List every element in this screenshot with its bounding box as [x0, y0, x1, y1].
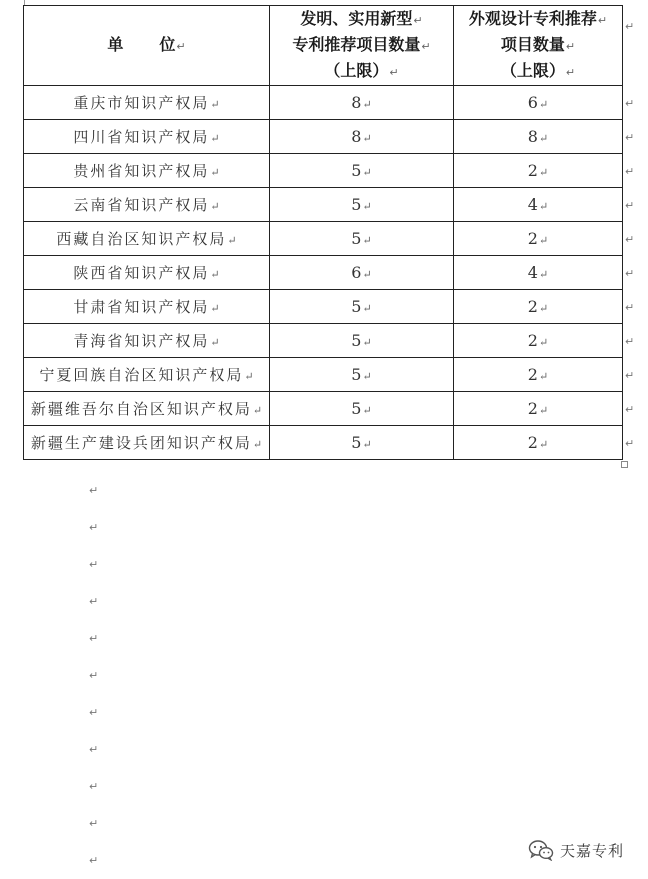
paragraph-mark: ↵ — [210, 132, 220, 145]
header-invention-line-3: （上限） — [324, 60, 389, 80]
paragraph-mark: ↵ — [538, 234, 549, 247]
paragraph-mark: ↵ — [176, 39, 186, 53]
paragraph-mark: ↵ — [362, 336, 372, 349]
empty-paragraph-mark: ↵ — [89, 817, 99, 830]
cell-invention-quota-text: 5 — [351, 433, 362, 452]
empty-paragraph-mark: ↵ — [89, 632, 99, 645]
table-row — [24, 358, 623, 392]
header-unit — [24, 6, 270, 86]
cell-invention-quota-text: 6 — [351, 263, 362, 282]
cell-unit — [24, 188, 270, 222]
cell-design-quota — [454, 188, 623, 222]
cell-unit — [24, 154, 270, 188]
paragraph-mark: ↵ — [538, 438, 549, 451]
cell-design-quota — [454, 222, 623, 256]
paragraph-mark: ↵ — [210, 166, 220, 179]
paragraph-mark: ↵ — [244, 370, 254, 383]
cell-design-quota-text: 4 — [527, 195, 538, 214]
cell-design-quota — [454, 392, 623, 426]
cell-design-quota — [454, 154, 623, 188]
cell-design-quota-text: 2 — [527, 229, 538, 248]
cell-unit-text: 贵州省知识产权局 — [73, 162, 210, 180]
row-end-mark: ↵ — [625, 403, 635, 416]
cell-design-quota — [454, 426, 623, 460]
paragraph-mark: ↵ — [362, 404, 372, 417]
cell-design-quota — [454, 324, 623, 358]
paragraph-mark: ↵ — [362, 200, 372, 213]
paragraph-mark: ↵ — [538, 370, 549, 383]
cell-invention-quota — [270, 154, 454, 188]
paragraph-mark: ↵ — [362, 438, 372, 451]
paragraph-mark: ↵ — [252, 438, 263, 451]
empty-paragraph-mark: ↵ — [89, 854, 99, 867]
cell-invention-quota-text: 5 — [351, 399, 362, 418]
paragraph-mark: ↵ — [210, 268, 220, 281]
cell-unit-text: 新疆生产建设兵团知识产权局 — [30, 434, 252, 452]
cell-design-quota-text: 4 — [527, 263, 538, 282]
cell-unit — [24, 256, 270, 290]
cell-unit-text: 陕西省知识产权局 — [73, 264, 210, 282]
table-row — [24, 290, 623, 324]
table-row — [24, 256, 623, 290]
cell-unit-text: 新疆维吾尔自治区知识产权局 — [30, 400, 252, 418]
cell-design-quota-text: 2 — [527, 365, 538, 384]
paragraph-mark: ↵ — [210, 200, 220, 213]
paragraph-mark: ↵ — [538, 336, 549, 349]
wechat-icon — [528, 839, 554, 861]
empty-paragraph-mark: ↵ — [89, 595, 99, 608]
table-row — [24, 188, 623, 222]
paragraph-mark: ↵ — [362, 234, 372, 247]
paragraph-mark: ↵ — [227, 234, 237, 247]
cell-unit — [24, 358, 270, 392]
cell-invention-quota-text: 5 — [351, 229, 362, 248]
table-row — [24, 426, 623, 460]
cell-invention-quota-text: 5 — [351, 331, 362, 350]
paragraph-mark: ↵ — [565, 65, 576, 79]
cell-invention-quota — [270, 222, 454, 256]
row-end-mark: ↵ — [625, 335, 635, 348]
table-row — [24, 86, 623, 120]
header-design-line-1: 外观设计专利推荐 — [468, 8, 597, 28]
empty-paragraph-mark: ↵ — [89, 669, 99, 682]
cell-design-quota — [454, 86, 623, 120]
paragraph-mark: ↵ — [538, 98, 549, 111]
header-unit-char-2: 位 — [159, 34, 176, 54]
cell-invention-quota-text: 5 — [351, 297, 362, 316]
paragraph-mark: ↵ — [597, 13, 608, 27]
cell-invention-quota — [270, 188, 454, 222]
header-invention-line-2: 专利推荐项目数量 — [292, 34, 421, 54]
paragraph-mark: ↵ — [538, 404, 549, 417]
cell-invention-quota — [270, 120, 454, 154]
cell-design-quota-text: 8 — [527, 127, 538, 146]
empty-paragraph-mark: ↵ — [89, 706, 99, 719]
paragraph-mark: ↵ — [210, 302, 220, 315]
table-resize-handle[interactable] — [621, 461, 628, 468]
paragraph-mark: ↵ — [210, 336, 220, 349]
cell-invention-quota-text: 8 — [351, 127, 362, 146]
header-invention-line-1: 发明、实用新型 — [300, 8, 413, 28]
cell-invention-quota — [270, 426, 454, 460]
paragraph-mark: ↵ — [538, 166, 549, 179]
paragraph-mark: ↵ — [210, 98, 220, 111]
row-end-mark: ↵ — [625, 97, 635, 110]
header-design-line-3: （上限） — [500, 60, 565, 80]
paragraph-mark: ↵ — [565, 39, 576, 53]
cell-design-quota-text: 2 — [527, 161, 538, 180]
row-end-mark: ↵ — [625, 301, 635, 314]
row-end-mark: ↵ — [625, 20, 635, 33]
table-row — [24, 392, 623, 426]
row-end-mark: ↵ — [625, 131, 635, 144]
header-design-line-2: 项目数量 — [500, 34, 565, 54]
empty-paragraph-mark: ↵ — [89, 780, 99, 793]
cell-invention-quota — [270, 392, 454, 426]
cell-invention-quota-text: 8 — [351, 93, 362, 112]
paragraph-mark: ↵ — [362, 98, 372, 111]
cell-unit — [24, 222, 270, 256]
paragraph-mark: ↵ — [362, 370, 372, 383]
paragraph-mark: ↵ — [538, 268, 549, 281]
cell-unit — [24, 290, 270, 324]
table-row — [24, 154, 623, 188]
cell-unit — [24, 426, 270, 460]
table-row — [24, 120, 623, 154]
cell-design-quota-text: 2 — [527, 297, 538, 316]
cell-unit — [24, 120, 270, 154]
cell-unit-text: 宁夏回族自治区知识产权局 — [39, 366, 244, 384]
row-end-mark: ↵ — [625, 165, 635, 178]
cell-unit-text: 西藏自治区知识产权局 — [56, 230, 227, 248]
empty-paragraph-mark: ↵ — [89, 521, 99, 534]
header-design — [454, 6, 623, 86]
cell-unit-text: 甘肃省知识产权局 — [73, 298, 210, 316]
cell-design-quota — [454, 256, 623, 290]
watermark — [528, 838, 624, 862]
empty-paragraph-mark: ↵ — [89, 558, 99, 571]
cell-unit — [24, 392, 270, 426]
cell-invention-quota-text: 5 — [351, 195, 362, 214]
paragraph-mark: ↵ — [362, 166, 372, 179]
cell-design-quota-text: 2 — [527, 399, 538, 418]
paragraph-mark: ↵ — [252, 404, 263, 417]
paragraph-mark: ↵ — [538, 200, 549, 213]
cell-design-quota — [454, 358, 623, 392]
table-row — [24, 222, 623, 256]
cell-invention-quota-text: 5 — [351, 365, 362, 384]
row-end-mark: ↵ — [625, 233, 635, 246]
table-body — [24, 86, 623, 460]
table-header-row — [24, 6, 623, 86]
paragraph-mark: ↵ — [389, 65, 399, 79]
cell-design-quota-text: 6 — [527, 93, 538, 112]
cell-unit-text: 青海省知识产权局 — [73, 332, 210, 350]
paragraph-mark: ↵ — [362, 302, 372, 315]
cell-unit-text: 云南省知识产权局 — [73, 196, 210, 214]
cell-invention-quota — [270, 324, 454, 358]
quota-table — [23, 5, 623, 460]
row-end-mark: ↵ — [625, 369, 635, 382]
cell-design-quota — [454, 290, 623, 324]
paragraph-mark: ↵ — [362, 132, 372, 145]
cell-design-quota-text: 2 — [527, 433, 538, 452]
cell-unit — [24, 324, 270, 358]
cell-design-quota — [454, 120, 623, 154]
cell-invention-quota-text: 5 — [351, 161, 362, 180]
header-unit-char-1: 单 — [107, 34, 124, 54]
paragraph-mark: ↵ — [421, 39, 431, 53]
table-row — [24, 324, 623, 358]
watermark-text: 天嘉专利 — [560, 841, 625, 860]
paragraph-mark: ↵ — [362, 268, 372, 281]
cell-invention-quota — [270, 290, 454, 324]
empty-paragraph-mark: ↵ — [89, 484, 99, 497]
paragraph-mark: ↵ — [538, 132, 549, 145]
cell-unit — [24, 86, 270, 120]
cell-invention-quota — [270, 256, 454, 290]
row-end-mark: ↵ — [625, 267, 635, 280]
paragraph-mark: ↵ — [413, 13, 423, 27]
cell-design-quota-text: 2 — [527, 331, 538, 350]
row-end-mark: ↵ — [625, 199, 635, 212]
cell-invention-quota — [270, 86, 454, 120]
cell-invention-quota — [270, 358, 454, 392]
row-end-mark: ↵ — [625, 437, 635, 450]
cell-unit-text: 四川省知识产权局 — [73, 128, 210, 146]
cell-unit-text: 重庆市知识产权局 — [73, 94, 210, 112]
empty-paragraph-mark: ↵ — [89, 743, 99, 756]
paragraph-mark: ↵ — [538, 302, 549, 315]
header-invention-utility — [270, 6, 454, 86]
